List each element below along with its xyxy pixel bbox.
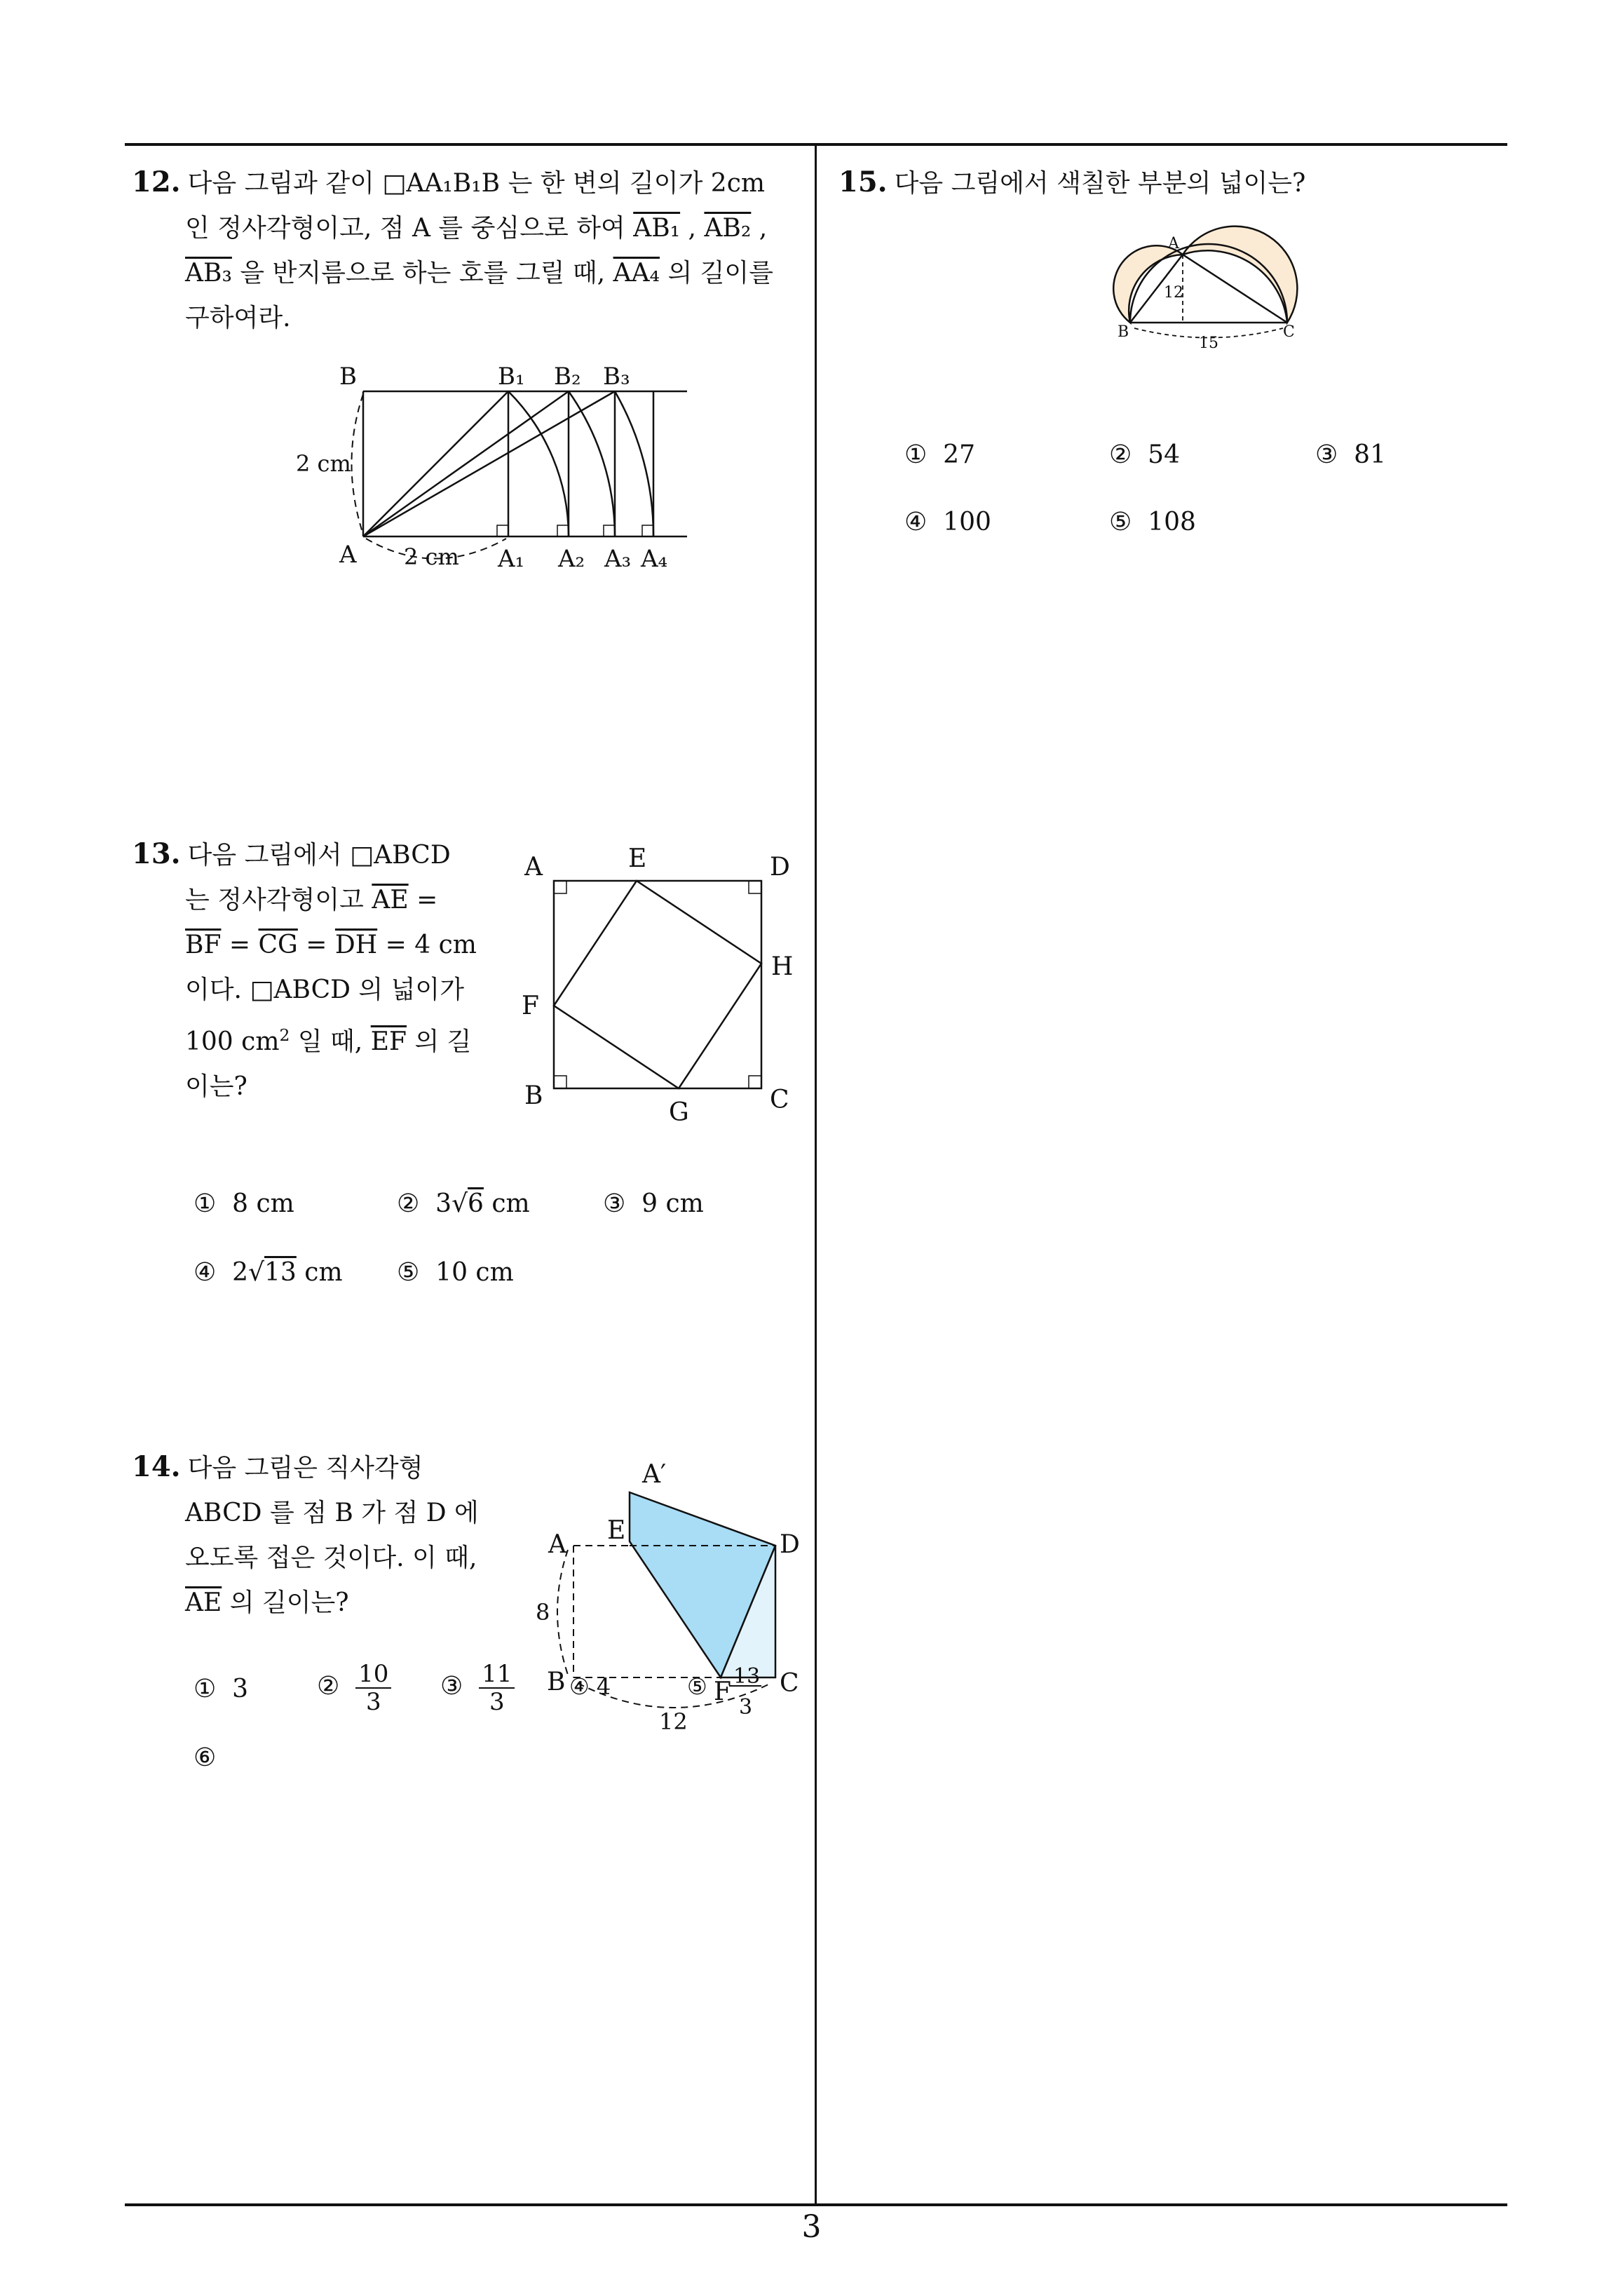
q13-label-G: G xyxy=(669,1098,689,1127)
column-divider xyxy=(815,143,817,2205)
q13-label-C: C xyxy=(770,1086,789,1114)
q12-label-A4: A₄ xyxy=(641,545,668,573)
q14-label-D: D xyxy=(780,1530,800,1559)
page-number: 3 xyxy=(801,2209,822,2245)
q15-line1: 15. 다음 그림에서 색칠한 부분의 넓이는? xyxy=(838,166,1306,198)
q13-label-F: F xyxy=(522,992,539,1020)
q13-choice-4[interactable]: ④ 2√13 cm xyxy=(193,1258,343,1287)
q14-label-C: C xyxy=(780,1669,799,1698)
q15-choice-2[interactable]: ② 54 xyxy=(1109,440,1180,469)
q14-text xyxy=(132,1445,510,1626)
q13-choice-2[interactable]: ② 3√6 cm xyxy=(397,1189,530,1218)
q12-label-B1: B₁ xyxy=(498,363,525,391)
q12-line2: 인 정사각형이고, 점 A 를 중심으로 하여 AB₁ , AB₂ , xyxy=(185,214,768,243)
q13-choice-1[interactable]: ① 8 cm xyxy=(193,1189,294,1218)
q15-label-C: C xyxy=(1283,323,1295,341)
q13-choice-5[interactable]: ⑤ 10 cm xyxy=(397,1258,514,1287)
q15-label-h: 12 xyxy=(1164,284,1183,302)
q14-figure xyxy=(526,1452,820,1746)
q12-line1: 12. 다음 그림과 같이 □AA₁B₁B 는 한 변의 길이가 2cm xyxy=(132,166,765,198)
q13-line6: 이는? xyxy=(185,1072,247,1101)
q15-choice-1[interactable]: ① 27 xyxy=(904,440,975,469)
q15-label-w: 15 xyxy=(1199,335,1218,352)
q14-overlap-den: 3 xyxy=(739,1695,753,1720)
q12-label-A2: A₂ xyxy=(558,545,585,573)
q13-number: 13. xyxy=(132,837,181,870)
q13-label-A: A xyxy=(524,853,543,882)
q15-text xyxy=(838,160,1498,206)
q14-overlap-choice-4: ④ 4 xyxy=(569,1673,611,1700)
q14-label-Ap: A′ xyxy=(642,1460,667,1489)
q13-line4: 이다. □ABCD 의 넓이가 xyxy=(185,975,464,1004)
q12-label-B: B xyxy=(339,363,357,391)
q14-choice-6[interactable]: ⑥ xyxy=(193,1743,217,1772)
q13-label-H: H xyxy=(771,952,794,981)
q14-line1: 14. 다음 그림은 직사각형 xyxy=(132,1450,423,1483)
q13-line3: $\overline{BF} = \overline{CG} = \overline{DH} = 4$ cm xyxy=(185,931,477,959)
q14-choice-1[interactable]: ① 3 xyxy=(193,1675,249,1703)
q15-number: 15. xyxy=(838,166,888,198)
q14-choice-2[interactable]: ② $\frac{10}{3}$ xyxy=(317,1661,391,1715)
q12-line4: 구하여라. xyxy=(185,304,291,332)
q12-label-A: A xyxy=(339,541,357,569)
q15-label-B: B xyxy=(1118,323,1129,341)
q12-label-base: 2 cm xyxy=(404,543,459,570)
q12-text xyxy=(132,160,805,341)
q12-number: 12. xyxy=(132,166,181,198)
q13-figure xyxy=(512,839,806,1133)
q14-overlap-choice-5: ⑤ xyxy=(687,1673,707,1700)
q14-label-F: F xyxy=(714,1677,731,1706)
q14-choice-3[interactable]: ③ $\frac{11}{3}$ xyxy=(440,1661,515,1715)
q14-number: 14. xyxy=(132,1450,181,1483)
q14-label-w: 12 xyxy=(659,1708,688,1735)
q13-line1: 13. 다음 그림에서 □ABCD xyxy=(132,837,451,870)
q14-line4: $\overline{AE}$ 의 길이는? xyxy=(185,1588,349,1617)
q12-label-side: 2 cm xyxy=(296,450,351,477)
q15-choice-5[interactable]: ⑤ 108 xyxy=(1109,508,1196,536)
q14-label-A: A xyxy=(548,1530,566,1559)
q12-label-B2: B₂ xyxy=(554,363,581,391)
q14-label-h: 8 xyxy=(536,1599,550,1626)
q13-label-B: B xyxy=(524,1081,543,1110)
q13-line5: 100 $cm^2$ 일 때, $\overline{EF}$ 의 길 xyxy=(185,1025,472,1056)
q12-figure xyxy=(280,351,715,589)
q13-choice-3[interactable]: ③ 9 cm xyxy=(603,1189,704,1218)
q14-overlap-num: 13 xyxy=(733,1664,761,1689)
q12-label-A1: A₁ xyxy=(498,545,525,573)
bottom-rule xyxy=(125,2203,1507,2206)
q14-line3: 오도록 접은 것이다. 이 때, xyxy=(185,1544,477,1572)
q13-text xyxy=(132,832,496,1109)
q15-label-A: A xyxy=(1168,235,1179,252)
q14-line2: ABCD 를 점 B 가 점 D 에 xyxy=(185,1499,479,1527)
q15-choice-3[interactable]: ③ 81 xyxy=(1315,440,1386,469)
q12-label-B3: B₃ xyxy=(603,363,630,391)
q14-label-E: E xyxy=(607,1516,626,1545)
q13-label-D: D xyxy=(770,853,790,882)
q13-line2: 는 정사각형이고 $\overline{AE}$ = xyxy=(185,886,438,914)
q15-figure xyxy=(1094,217,1332,358)
q12-line3: AB₃ 을 반지름으로 하는 호를 그릴 때, AA₄ 의 길이를 xyxy=(185,259,773,288)
q14-label-B: B xyxy=(547,1668,566,1696)
q13-label-E: E xyxy=(628,844,647,873)
q12-label-A3: A₃ xyxy=(604,545,632,573)
q15-choice-4[interactable]: ④ 100 xyxy=(904,508,991,536)
